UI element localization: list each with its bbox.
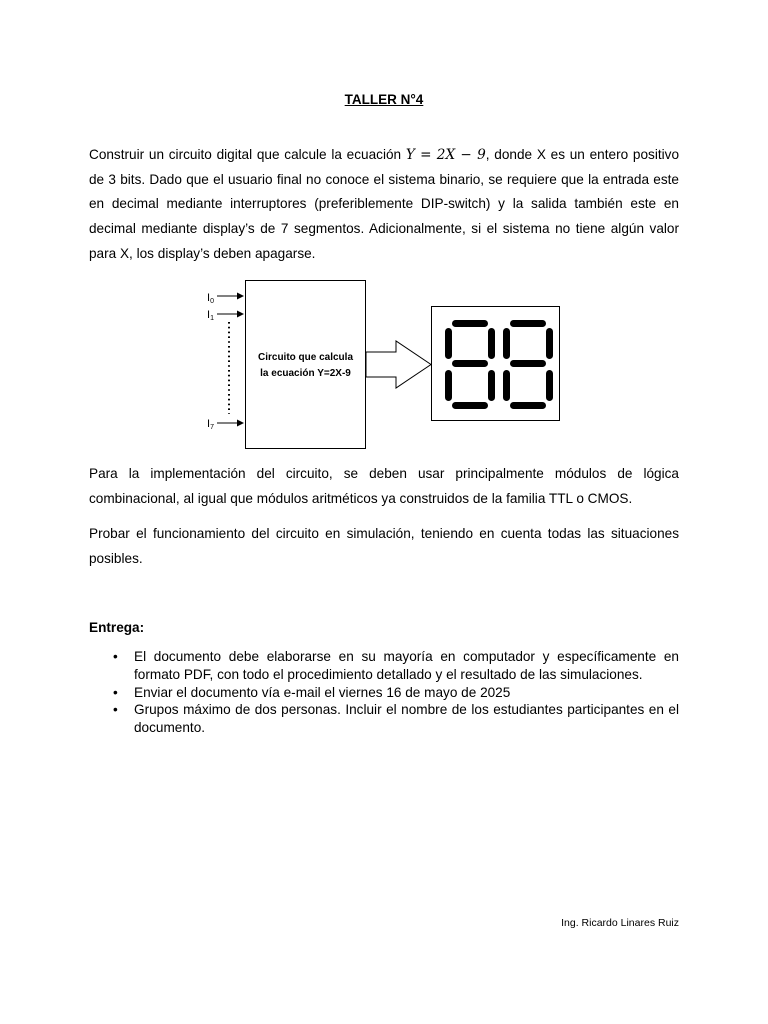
document-title: TALLER N°4 (344, 92, 424, 107)
output-arrow (366, 341, 431, 388)
circuit-block (246, 281, 366, 449)
block-label-line1: Circuito que calcula (257, 352, 354, 363)
block-label-line2: la ecuación Y=2X-9 (260, 368, 351, 379)
segment-g (510, 360, 546, 367)
segment-b (488, 328, 495, 359)
segment-d (452, 402, 488, 409)
segment-c (546, 370, 553, 401)
delivery-heading: Entrega: (89, 620, 145, 635)
list-item: • Grupos máximo de dos personas. Incluir el nombre de los estudiantes participantes en el documento. (89, 701, 679, 737)
statement-text-before: Construir un circuito digital que calcule la ecuación (89, 147, 406, 162)
statement-text-after: , donde X es un entero positivo de 3 bits. Dado que el usuario final no conoce el sistema binario, se requiere que la entrada este en decimal mediante interruptores (preferiblemente DIP-switch) y la salida también este en decimal mediante display’s de 7 segmentos. Adicionalmente, si el sistema no tiene algún valor para X, los display’s deben apagarse. (89, 147, 680, 261)
problem-statement (89, 143, 679, 267)
delivery-list (89, 648, 679, 737)
segment-c (488, 370, 495, 401)
input-label-7: I7 (207, 418, 214, 431)
segment-g (452, 360, 488, 367)
segment-e (445, 370, 452, 401)
segment-a (510, 320, 546, 327)
segment-f (445, 328, 452, 359)
input-label-1: I1 (207, 309, 214, 322)
equation: Y = 2X − 9 (405, 147, 486, 163)
implementation-paragraph: Para la implementación del circuito, se deben usar principalmente módulos de lógica combinacional, al igual que módulos aritméticos ya construidos de la familia TTL o CMOS. (89, 466, 679, 506)
author-signature: Ing. Ricardo Linares Ruiz (561, 917, 679, 929)
segment-b (546, 328, 553, 359)
segment-f (503, 328, 510, 359)
list-item: • Enviar el documento vía e-mail el viernes 16 de mayo de 2025 (89, 684, 679, 702)
segment-d (510, 402, 546, 409)
input-label-0: I0 (207, 292, 214, 305)
segment-e (503, 370, 510, 401)
segment-a (452, 320, 488, 327)
list-item: • El documento debe elaborarse en su mayoría en computador y específicamente en formato PDF, con todo el procedimiento detallado y el resultado de las simulaciones. (89, 648, 679, 684)
simulation-paragraph: Probar el funcionamiento del circuito en simulación, teniendo en cuenta todas las situaciones posibles. (89, 526, 679, 566)
circuit-diagram (195, 278, 565, 453)
